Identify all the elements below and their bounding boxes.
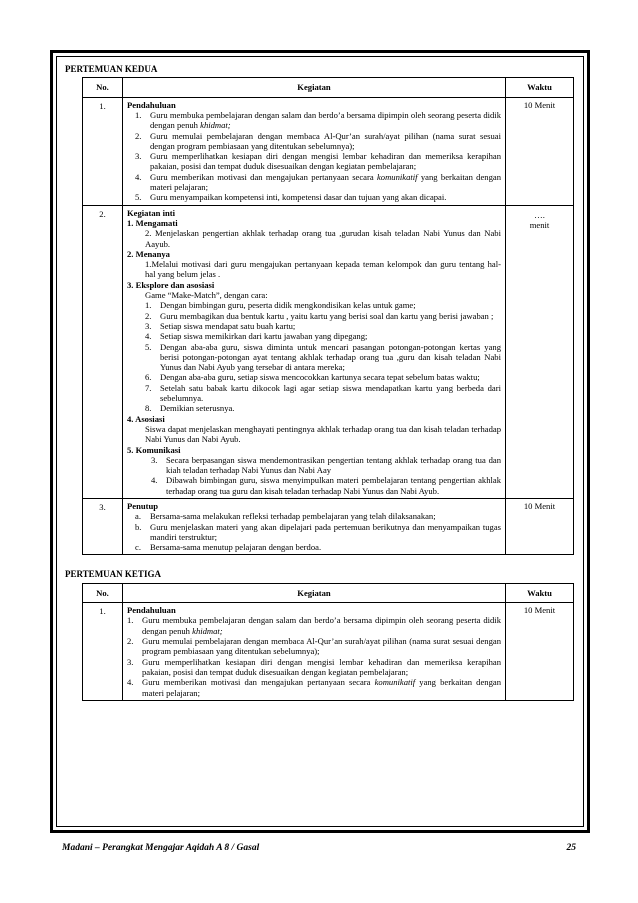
list-item-text-part: Dibawah bimbingan guru, siswa menyimpulkan materi pembelajaran tentang pengertian akhlak terhadap orang tua guru dan kisah teladan terhadap Nabi Yunus dan Nabi Ayub.	[166, 475, 501, 496]
list-item	[127, 342, 501, 373]
list-item	[127, 110, 501, 131]
table-header-row	[83, 583, 574, 602]
list-item-number: a.	[135, 511, 141, 522]
list-item-text-part: Guru membuka pembelajaran dengan salam dan berdo’a bersama dipimpin oleh seorang peserta didik dengan penuh	[150, 110, 501, 131]
list-item-number: 3.	[145, 320, 152, 331]
header-waktu: Waktu	[506, 583, 574, 602]
subsection-title: 3. Eksplore dan asosiasi	[127, 279, 215, 290]
subsection-title: 1. Mengamati	[127, 217, 178, 228]
list-item-text-part: Guru memperlihatkan kesiapan diri dengan mengisi lembar kehadiran dan memeriksa kerapihan pakaian, posisi dan tempat duduk disesuaikan dengan kegiatan pembelajaran;	[142, 656, 501, 677]
row-heading: Pendahuluan	[127, 605, 176, 616]
waktu-unit: menit	[529, 219, 550, 230]
list-item-number: 3.	[135, 151, 142, 162]
list-item-number: 3.	[151, 454, 158, 465]
list-item-number: 2.	[127, 636, 134, 647]
list-item-text-part: Dengan aba-aba guru, siswa diminta untuk mencari pasangan potongan-potongan kertas yang berisi potongan-potongan ayat tentang akhlak terhadap orang tua ,guru dan kisah teladan Nabi Yunus dan Nabi Ayub yang tersebar di antara mereka;	[160, 341, 501, 373]
list-item-number: 4.	[135, 171, 142, 182]
list-item-text	[160, 372, 501, 382]
list-item	[127, 636, 501, 657]
list-item-number: 4.	[127, 677, 134, 688]
waktu-value: ….	[534, 209, 545, 220]
header-kegiatan: Kegiatan	[123, 78, 506, 97]
table-row	[83, 498, 574, 554]
list-item-text-part: Guru membuka pembelajaran dengan salam dan berdo’a bersama dipimpin oleh seorang peserta didik dengan penuh	[142, 615, 501, 636]
header-kegiatan: Kegiatan	[123, 583, 506, 602]
list-item-text	[150, 110, 501, 131]
list-item	[127, 300, 501, 310]
list-item-text-part: yang berkaitan dengan materi pelajaran;	[150, 171, 501, 193]
row-heading: Kegiatan inti	[127, 207, 175, 218]
list-item-text-part: Setiap siswa memikirkan dari kartu jawaban yang dipegang;	[160, 331, 368, 342]
footer-title: Madani – Perangkat Mengajar Aqidah A 8 / Gasal	[62, 843, 260, 853]
list-item	[127, 321, 501, 331]
list-item-text	[160, 383, 501, 404]
list-item	[127, 383, 501, 404]
list-item-number: c.	[135, 542, 141, 553]
list-item	[127, 151, 501, 172]
list-item-text-part: Guru memberikan motivasi dan mengajukan pertanyaan secara	[150, 171, 377, 182]
list-item-text-part: Guru menyampaikan kompetensi inti, kompetensi dasar dan tujuan yang akan dicapai.	[150, 192, 447, 203]
list-item-text	[150, 131, 501, 152]
subsection-title: 2. Menanya	[127, 248, 170, 259]
row-waktu: 10 Menit	[506, 498, 574, 554]
list-item-number: 6.	[145, 372, 152, 383]
list-item-number: b.	[135, 521, 142, 532]
list-item-text-part: Bersama-sama menutup pelajaran dengan berdoa.	[150, 542, 322, 553]
row-waktu: 10 Menit	[506, 603, 574, 701]
list-item-text	[142, 636, 501, 657]
row-number: 1.	[83, 97, 123, 205]
list-item	[127, 455, 501, 476]
list-item-number: 2.	[135, 130, 142, 141]
list-item-text	[160, 311, 501, 321]
subsection-title: 4. Asosiasi	[127, 413, 165, 424]
list-item-text-part: Dengan aba-aba guru, setiap siswa mencocokkan kartunya secara tepat sebelum batas waktu;	[160, 372, 480, 383]
list-item-text	[160, 300, 501, 310]
section-title-pertemuan-kedua: PERTEMUAN KEDUA	[65, 64, 158, 74]
list-item-text	[166, 455, 501, 476]
list-item	[127, 311, 501, 321]
list-item-text-part: Demikian seterusnya.	[160, 403, 235, 414]
header-no: No.	[83, 78, 123, 97]
list-item-text	[150, 192, 501, 202]
list-item-number: 5.	[135, 192, 142, 203]
list-item-text	[150, 172, 501, 193]
list-item-text-part: Guru memulai pembelajaran dengan membaca Al-Qur’an surah/ayat pilihan (nama surat sesuai dengan program pembiasaan yang ditentukan sebelumnya);	[150, 130, 501, 151]
list-item-number: 7.	[145, 382, 152, 393]
subsection-text: 2. Menjelaskan pengertian akhlak terhadap orang tua ,gurudan kisah teladan Nabi Yunus dan Nabi Aayub.	[145, 228, 501, 249]
list-item	[127, 615, 501, 636]
row-waktu: 10 Menit	[506, 97, 574, 205]
table-pertemuan-ketiga	[82, 583, 574, 701]
list-item-text	[160, 403, 501, 413]
list-item-text-part: Guru memberikan motivasi dan mengajukan pertanyaan secara	[142, 677, 375, 688]
list-item-text-part: Bersama-sama melakukan refleksi terhadap pembelajaran yang telah dilaksanakan;	[150, 511, 436, 522]
table-header-row	[83, 78, 574, 97]
list-item	[127, 172, 501, 193]
header-no: No.	[83, 583, 123, 602]
list-item-text-part: Setiap siswa mendapat satu buah kartu;	[160, 320, 296, 331]
list-item	[127, 677, 501, 698]
subsection-text: 1.Melalui motivasi dari guru mengajukan pertanyaan kepada teman kelompok dan guru tentang hal- hal yang belum jelas .	[145, 259, 501, 280]
list-item-number: 1.	[135, 110, 142, 120]
list-item-text	[160, 331, 501, 341]
list-item-number: 5.	[145, 341, 152, 352]
list-item-text-part: Dengan bimbingan guru, peserta didik mengkondisikan kelas untuk game;	[160, 300, 416, 311]
table-pertemuan-kedua	[82, 77, 574, 555]
list-item-emphasis: komunikatif	[376, 171, 418, 182]
row-number: 2.	[83, 205, 123, 498]
list-item-number: 8.	[145, 403, 152, 414]
list-item-text-part: yang berkaitan dengan materi pelajaran;	[142, 677, 501, 698]
page-number: 25	[566, 843, 576, 853]
section-title-pertemuan-ketiga: PERTEMUAN KETIGA	[65, 569, 161, 580]
header-waktu: Waktu	[506, 78, 574, 97]
row-kegiatan	[123, 205, 506, 498]
list-item-text	[160, 342, 501, 373]
list-item-number: 4.	[151, 475, 158, 486]
subsection-text: Game “Make-Match”, dengan cara:	[145, 290, 268, 301]
list-item	[127, 511, 501, 521]
row-waktu	[506, 205, 574, 498]
row-kegiatan	[123, 97, 506, 205]
list-item-number: 2.	[145, 310, 152, 321]
list-item-text-part: Guru menjelaskan materi yang akan dipelajari pada pertemuan berikutnya dan menyampaikan tugas mandiri terstruktur;	[150, 521, 501, 542]
list-item	[127, 657, 501, 678]
list-item-emphasis: khidmat;	[200, 120, 231, 131]
subsection-text: Siswa dapat menjelaskan menghayati pentingnya akhlak terhadap orang tua dan kisah teladan terhadap Nabi Yunus dan Nabi Ayub.	[145, 423, 501, 445]
row-heading: Pendahuluan	[127, 99, 176, 110]
list-item	[127, 192, 501, 202]
list-item-text-part: Guru membagikan dua bentuk kartu , yaitu kartu yang berisi soal dan kartu yang berisi jawaban ;	[160, 310, 494, 321]
list-item-number: 4.	[145, 331, 152, 342]
list-item	[127, 131, 501, 152]
list-item-text-part: Secara berpasangan siswa mendemontrasikan pengertian tentang akhlak terhadap orang tua dan kiah teladan terhadap Nabi Yunus dan Nabi Aay	[166, 454, 501, 476]
list-item-text	[142, 615, 501, 636]
list-item-text	[150, 511, 501, 521]
list-item-text	[142, 677, 501, 698]
list-item	[127, 542, 501, 552]
row-number: 3.	[83, 498, 123, 554]
table-row	[83, 97, 574, 205]
document-content	[62, 64, 576, 701]
list-item-emphasis: khidmat;	[192, 625, 223, 636]
list-item-text	[142, 657, 501, 678]
row-number: 1.	[83, 603, 123, 701]
list-item-number: 3.	[127, 656, 134, 667]
list-item-text	[160, 321, 501, 331]
list-item-text	[150, 542, 501, 552]
subsection-title: 5. Komunikasi	[127, 444, 181, 455]
list-item	[127, 475, 501, 496]
table-row	[83, 603, 574, 701]
list-item-number: 1.	[145, 300, 152, 311]
list-item-emphasis: komunikatif	[374, 677, 416, 688]
list-item-number: 1.	[127, 615, 134, 626]
list-item-text-part: Guru memulai pembelajaran dengan membaca Al-Qur’an surah/ayat pilihan (nama surat sesuai dengan program pembiasaan yang ditentukan sebelumnya);	[142, 636, 501, 657]
table-row	[83, 205, 574, 498]
list-item-text-part: Setelah satu babak kartu dikocok lagi agar setiap siswa mendapatkan kartu yang berbeda dari sebelumnya.	[160, 382, 501, 404]
list-item-text	[166, 475, 501, 496]
row-kegiatan	[123, 498, 506, 554]
row-kegiatan	[123, 603, 506, 701]
list-item	[127, 331, 501, 341]
list-item	[127, 403, 501, 413]
list-item	[127, 372, 501, 382]
list-item-text-part: Guru memperlihatkan kesiapan diri dengan mengisi lembar kehadiran dan memeriksa kerapihan pakaian, posisi dan tempat duduk disesuaikan dengan kegiatan pembelajaran;	[150, 151, 501, 172]
list-item-text	[150, 522, 501, 543]
row-heading: Penutup	[127, 500, 159, 511]
section-gap	[62, 555, 576, 569]
list-item-text	[150, 151, 501, 172]
list-item	[127, 522, 501, 543]
